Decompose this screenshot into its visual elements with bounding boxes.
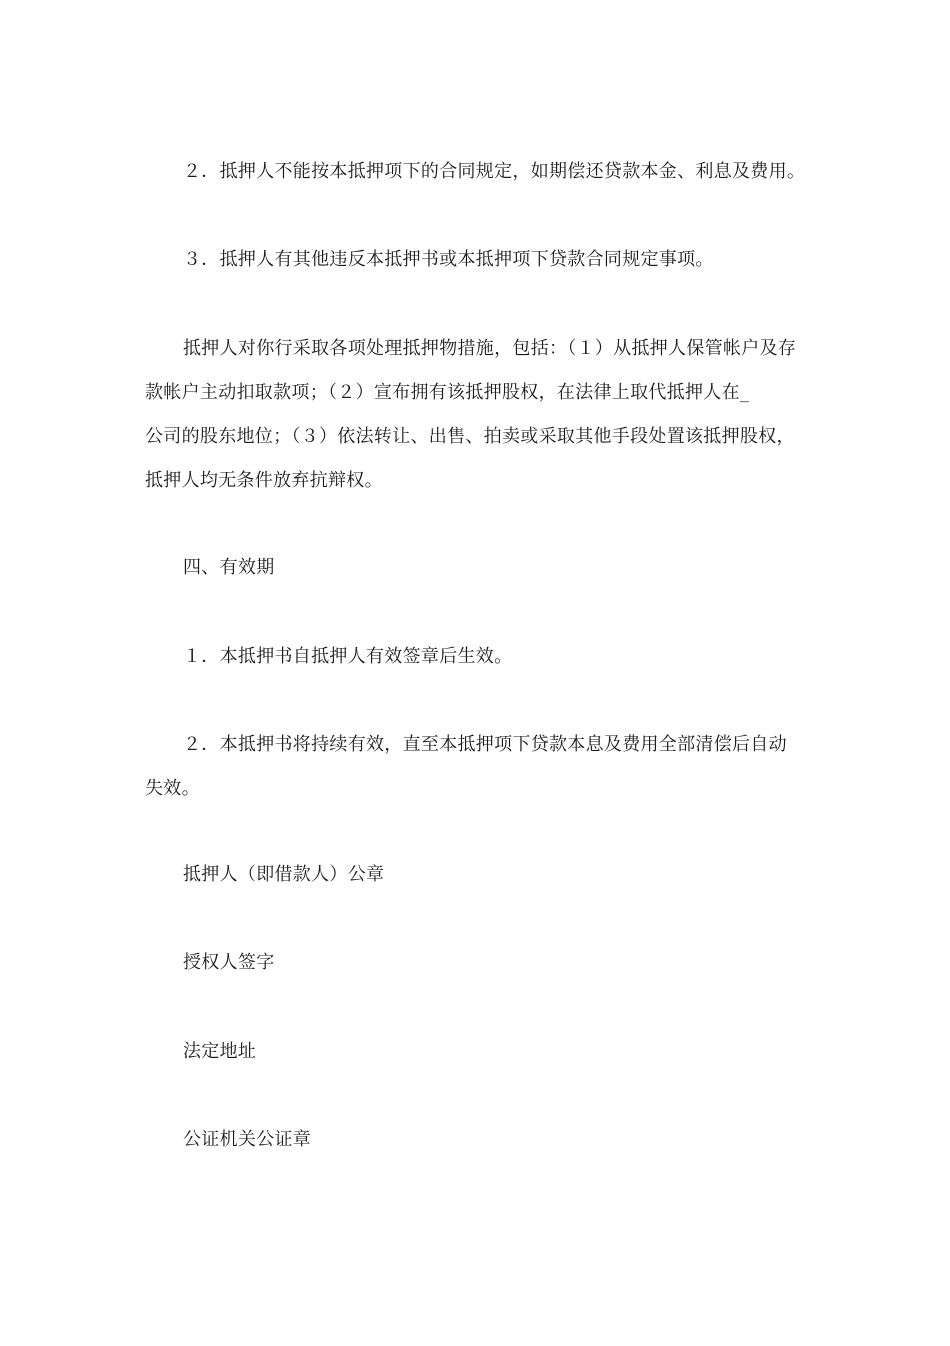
validity-item-2-line-2: 失效。 — [145, 778, 200, 799]
clause-item-2: ２．抵押人不能按本抵押项下的合同规定，如期偿还贷款本金、利息及费用。 — [183, 161, 806, 182]
authorized-signature-label: 授权人签字 — [183, 952, 275, 973]
clause-item-3: ３．抵押人有其他违反本抵押书或本抵押项下贷款合同规定事项。 — [183, 249, 714, 270]
remedy-paragraph-line-3: 公司的股东地位；（３）依法转让、出售、拍卖或采取其他手段处置该抵押股权， — [145, 426, 795, 447]
remedy-paragraph-line-2: 款帐户主动扣取款项；（２）宣布拥有该抵押股权，在法律上取代抵押人在_ — [145, 382, 750, 403]
mortgagor-seal-label: 抵押人（即借款人）公章 — [183, 864, 385, 885]
validity-item-2-line-1: ２．本抵押书将持续有效，直至本抵押项下贷款本息及费用全部清偿后自动 — [183, 734, 787, 755]
notary-seal-label: 公证机关公证章 — [183, 1129, 312, 1150]
remedy-paragraph-line-4: 抵押人均无条件放弃抗辩权。 — [145, 470, 383, 491]
validity-item-1: １．本抵押书自抵押人有效签章后生效。 — [183, 646, 513, 667]
section-4-heading: 四、有效期 — [183, 557, 275, 578]
legal-address-label: 法定地址 — [183, 1041, 257, 1062]
remedy-paragraph-line-1: 抵押人对你行采取各项处理抵押物措施，包括：（１）从抵押人保管帐户及存 — [183, 338, 797, 359]
